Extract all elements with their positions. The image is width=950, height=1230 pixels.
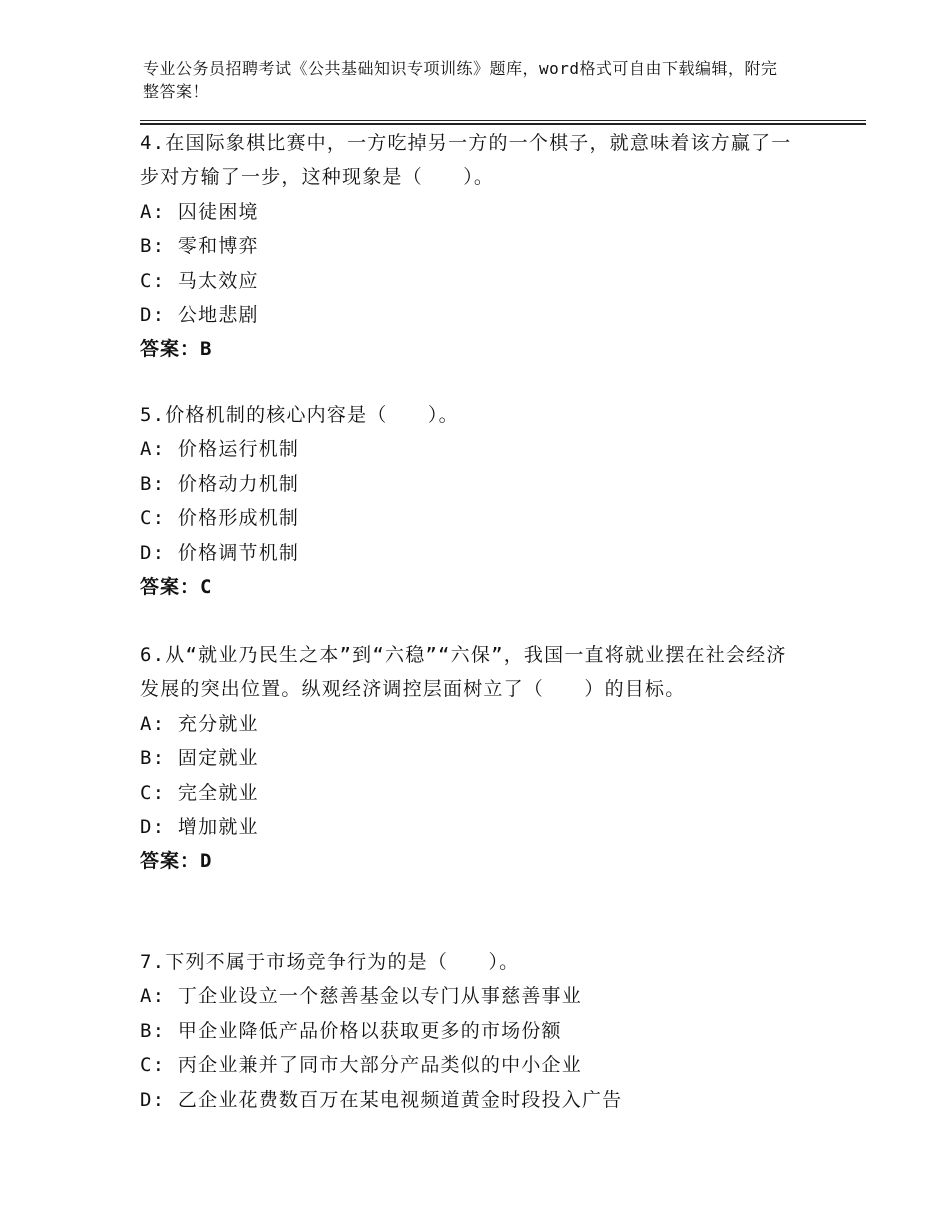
question-stem: 6.从“就业乃民生之本”到“六稳”“六保”，我国一直将就业摆在社会经济发展的突出位置。纵观经济调控层面树立了（ ）的目标。 (140, 644, 787, 701)
question-6 (140, 638, 820, 879)
option-b: B: 固定就业 (140, 747, 259, 770)
option-b: B: 零和博弈 (140, 235, 259, 258)
answer-line (140, 570, 820, 604)
answer-line (140, 332, 820, 366)
answer-label: 答案： (140, 338, 201, 361)
option-c: C: 马太效应 (140, 269, 259, 292)
question-stem: 4.在国际象棋比赛中，一方吃掉另一方的一个棋子，就意味着该方赢了一步对方输了一步，这种现象是（ ）。 (140, 132, 792, 189)
option-d: D: 公地悲剧 (140, 303, 259, 326)
option-d: D: 价格调节机制 (140, 541, 300, 564)
answer-label: 答案： (140, 575, 201, 598)
option-a: A: 囚徒困境 (140, 200, 259, 223)
header-divider-line-thick (140, 123, 866, 125)
answer-value: C (200, 575, 213, 598)
question-stem: 5.价格机制的核心内容是（ ）。 (140, 404, 459, 426)
answer-label: 答案： (140, 850, 201, 873)
question-4 (140, 126, 820, 367)
question-7 (140, 945, 820, 1117)
option-d: D: 乙企业花费数百万在某电视频道黄金时段投入广告 (140, 1088, 623, 1111)
option-a: A: 充分就业 (140, 712, 259, 735)
option-c: C: 完全就业 (140, 781, 259, 804)
option-c: C: 价格形成机制 (140, 507, 300, 530)
question-stem: 7.下列不属于市场竞争行为的是（ ）。 (140, 951, 520, 973)
option-b: B: 甲企业降低产品价格以获取更多的市场份额 (140, 1019, 562, 1042)
option-a: A: 丁企业设立一个慈善基金以专门从事慈善事业 (140, 985, 582, 1008)
option-b: B: 价格动力机制 (140, 472, 300, 495)
answer-value: B (200, 338, 213, 361)
document-header: 专业公务员招聘考试《公共基础知识专项训练》题库，word格式可自由下载编辑，附完整答案！ (143, 59, 778, 101)
option-d: D: 增加就业 (140, 815, 259, 838)
question-5 (140, 398, 820, 604)
answer-line (140, 844, 820, 878)
header-divider-line (140, 120, 866, 121)
answer-value: D (200, 850, 213, 873)
option-c: C: 丙企业兼并了同市大部分产品类似的中小企业 (140, 1054, 582, 1077)
option-a: A: 价格运行机制 (140, 438, 300, 461)
